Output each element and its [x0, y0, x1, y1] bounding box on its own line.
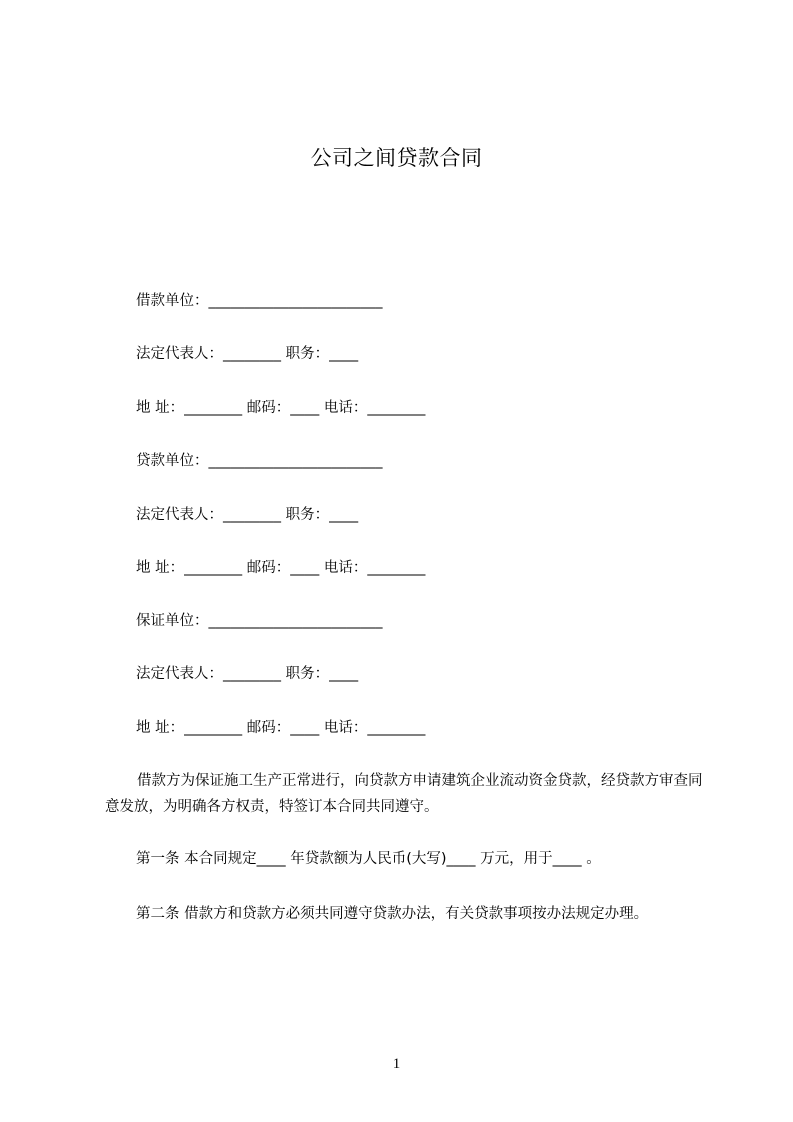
borrower-legal-rep-line: 法定代表人：________ 职务：____ — [136, 346, 359, 362]
page-number: 1 — [392, 1056, 401, 1072]
article-2: 第二条 借款方和贷款方必须共同遵守贷款办法，有关贷款事项按办法规定办理。 — [136, 906, 649, 922]
guarantor-address-line: 地 址：________ 邮码：____ 电话：________ — [136, 720, 426, 736]
guarantor-legal-rep-line: 法定代表人：________ 职务：____ — [136, 666, 359, 682]
lender-unit-line: 贷款单位：________________________ — [136, 453, 383, 469]
intro-paragraph: 借款方为保证施工生产正常进行，向贷款方申请建筑企业流动资金贷款，经贷款方审查同意发放，为明确各方权责，特签订本合同共同遵守。 — [105, 773, 703, 815]
borrower-unit-line: 借款单位：________________________ — [136, 293, 383, 309]
lender-address-line: 地 址：________ 邮码：____ 电话：________ — [136, 560, 426, 576]
borrower-address-line: 地 址：________ 邮码：____ 电话：________ — [136, 400, 426, 416]
article-1: 第一条 本合同规定____ 年贷款额为人民币(大写)____ 万元，用于____ 。 — [136, 851, 601, 867]
lender-legal-rep-line: 法定代表人：________ 职务：____ — [136, 507, 359, 523]
guarantor-unit-line: 保证单位：________________________ — [136, 613, 383, 629]
contract-title: 公司之间贷款合同 — [310, 146, 483, 170]
